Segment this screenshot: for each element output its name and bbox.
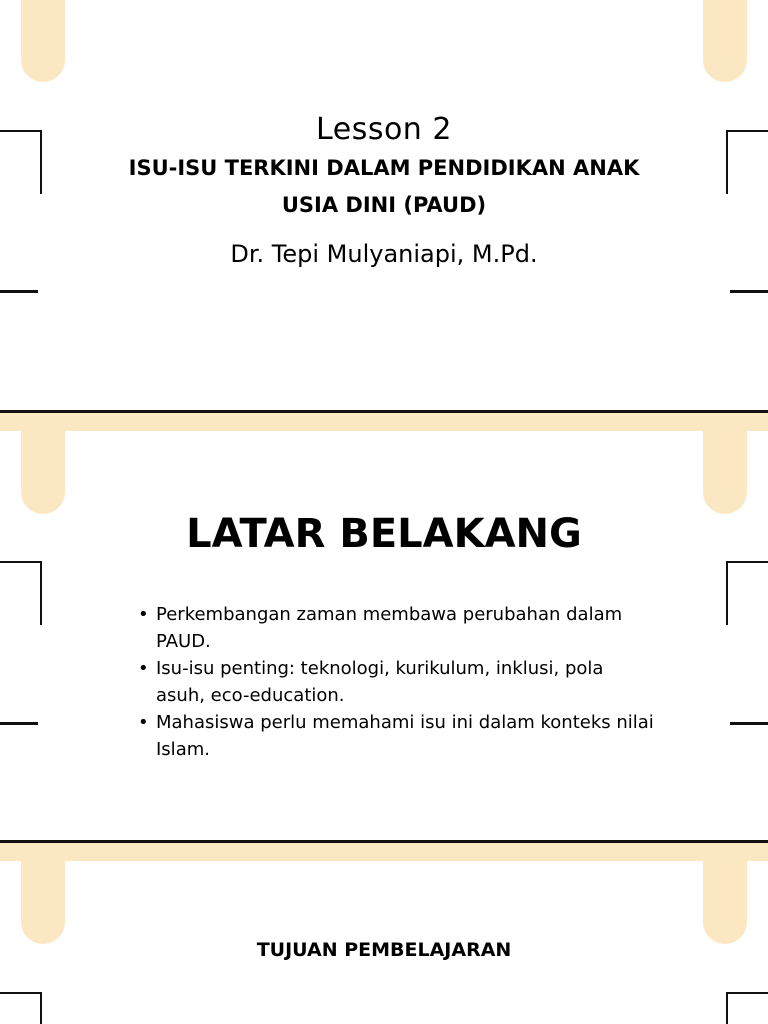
corner-bracket-left bbox=[0, 992, 42, 1024]
slide-2 bbox=[0, 431, 768, 841]
decorative-tab-right bbox=[703, 0, 747, 82]
course-title bbox=[120, 150, 648, 224]
slide-title: LATAR BELAKANG bbox=[186, 511, 582, 557]
corner-bracket-left bbox=[0, 561, 42, 625]
decorative-tab-left bbox=[21, 431, 65, 514]
bullet-item: • Mahasiswa perlu memahami isu ini dalam konteks nilai Islam. bbox=[138, 709, 658, 763]
decorative-tab-left bbox=[21, 0, 65, 82]
slide-divider-band bbox=[0, 411, 768, 431]
bullet-item: • Isu-isu penting: teknologi, kurikulum, inklusi, pola asuh, eco-education. bbox=[138, 655, 658, 709]
slide-1 bbox=[0, 0, 768, 411]
dash-right bbox=[730, 722, 768, 725]
author-name: Dr. Tepi Mulyaniapi, M.Pd. bbox=[230, 240, 538, 268]
slide-title: TUJUAN PEMBELAJARAN bbox=[256, 939, 512, 961]
bullet-list bbox=[138, 601, 658, 763]
dash-left bbox=[0, 722, 38, 725]
decorative-tab-right bbox=[703, 431, 747, 514]
slide-divider-band bbox=[0, 841, 768, 861]
bullet-item: • Perkembangan zaman membawa perubahan dalam PAUD. bbox=[138, 601, 658, 655]
corner-bracket-right bbox=[726, 992, 768, 1024]
dash-left bbox=[0, 290, 38, 293]
dash-right bbox=[730, 290, 768, 293]
corner-bracket-right bbox=[726, 561, 768, 625]
decorative-tab-left bbox=[21, 861, 65, 944]
decorative-tab-right bbox=[703, 861, 747, 944]
course-title-line-2: USIA DINI (PAUD) bbox=[281, 193, 487, 217]
course-title-line-1: ISU-ISU TERKINI DALAM PENDIDIKAN ANAK bbox=[128, 156, 640, 180]
slide-3 bbox=[0, 861, 768, 1024]
slide-divider-rule bbox=[0, 410, 768, 413]
lesson-label: Lesson 2 bbox=[316, 112, 452, 147]
slide-divider-rule bbox=[0, 840, 768, 843]
